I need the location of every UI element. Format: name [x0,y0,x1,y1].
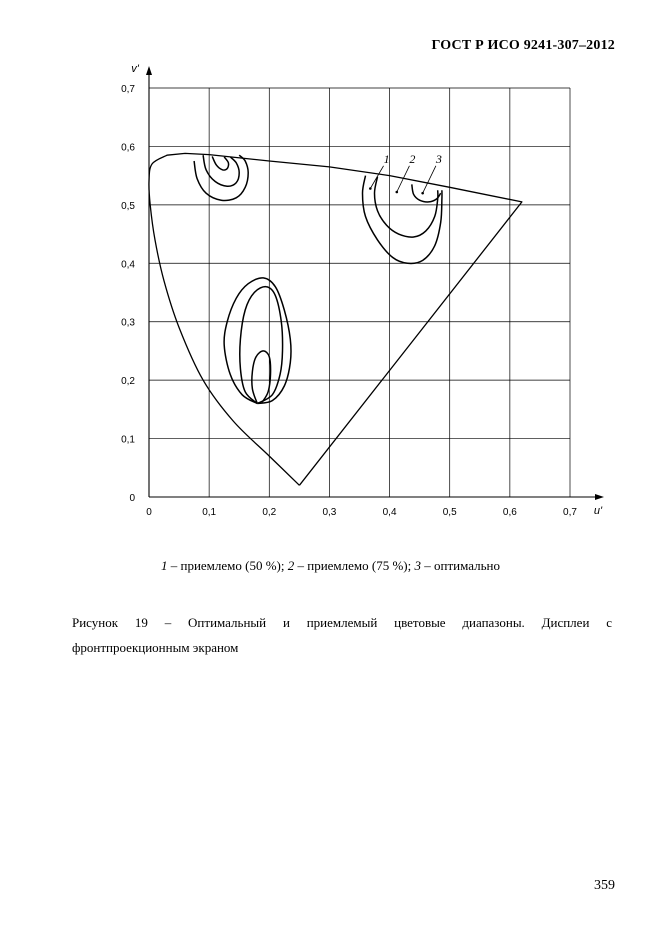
curve-leader-dot-3 [421,192,424,195]
x-tick-label: 0,4 [382,507,397,518]
legend-num-1: 1 [161,558,168,573]
legend-num-2: 2 [287,558,295,573]
y-axis-arrow [146,66,152,75]
x-tick-label: 0,5 [442,507,457,518]
x-tick-label: 0,7 [563,507,577,518]
legend-text-1: – приемлемо (50 %); [167,558,288,573]
x-tick-label: 0,3 [322,507,337,518]
legend-num-3: 3 [414,558,421,573]
x-tick-label: 0 [146,507,152,518]
curve-leader-dot-1 [369,187,372,190]
x-axis-title: u' [593,505,603,517]
curve-label-2: 2 [409,151,416,166]
caption-line-1: Рисунок 19 – Оптимальный и приемлемый цветовые диапазоны. Дисплеи с [72,615,612,630]
x-tick-label: 0,1 [202,507,217,518]
figure-caption [72,610,612,660]
y-tick-label: 0,7 [121,84,135,95]
document-header: ГОСТ Р ИСО 9241-307–2012 [431,38,615,53]
curve-label-3: 3 [435,151,442,166]
caption-line-2: фронтпроекционным экраном [72,640,239,655]
chart-series-upper-left-inner [212,156,228,170]
legend-text-2: – приемлемо (75 %); [294,558,415,573]
curve-leader-1 [370,166,383,189]
chart-axes [131,63,604,517]
y-tick-label: 0,6 [121,142,135,154]
curve-leader-3 [423,166,436,193]
chart-series-upper-left-middle [203,155,239,186]
page-number: 359 [594,878,615,893]
figure-legend [0,558,661,574]
chart-series-lower-inner [252,351,271,404]
chart-series-upper-right-inner [412,184,441,202]
chart-series-upper-right-middle [375,177,438,237]
curve-label-1: 1 [383,151,390,166]
y-tick-label: 0 [129,493,135,504]
y-tick-label: 0,2 [121,376,135,388]
chart-curves [149,153,522,485]
x-tick-label: 0,2 [262,507,277,518]
y-tick-label: 0,1 [121,434,135,446]
chart-series-lower-outer [224,278,291,404]
chart-tick-labels [121,84,577,518]
legend-text-3: – оптимально [421,558,500,573]
chart-grid [149,88,570,497]
chart-series-lower-middle [240,287,283,404]
x-axis-arrow [595,494,604,500]
chart-series-upper-left-outer [194,155,248,200]
y-tick-label: 0,5 [121,200,135,212]
chart-series-gamut-boundary [149,153,522,485]
y-axis-title: v' [131,63,139,75]
y-tick-label: 0,4 [121,259,135,271]
y-tick-label: 0,3 [121,317,135,329]
x-tick-label: 0,6 [502,507,517,518]
chart-curve-labels [369,152,442,195]
curve-leader-dot-2 [395,191,398,194]
